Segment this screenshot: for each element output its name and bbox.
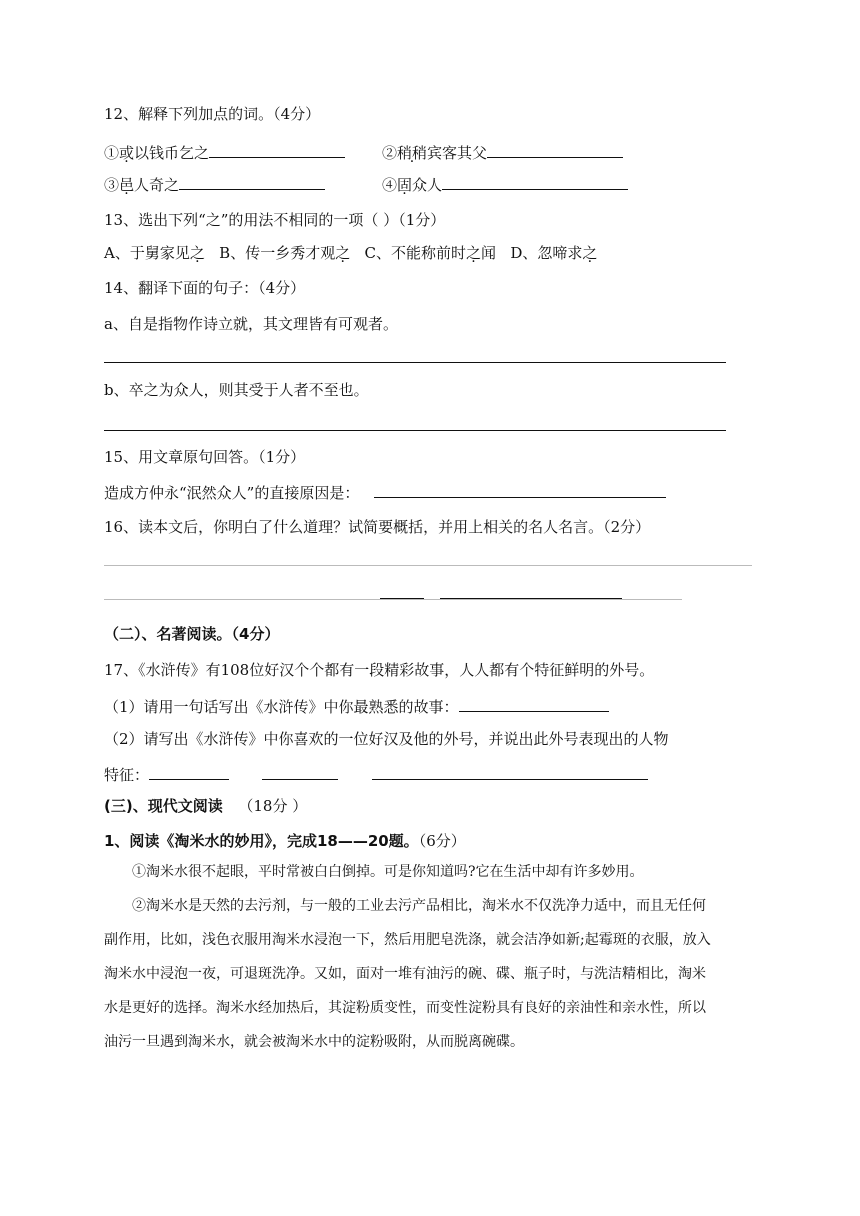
reading-1-para-2-line-5: 油污一旦遇到淘米水，就会被淘米水中的淀粉吸附，从而脱离碗碟。 [104,1034,524,1050]
answer-blank[interactable] [487,141,623,158]
q16-title: 16、读本文后，你明白了什么道理？试简要概括，并用上相关的名人名言。（2分） [104,518,651,536]
q12-item-3: ③邑人奇之 [104,173,325,195]
answer-line-segment [380,598,424,599]
q14-sentence-b: b、卒之为众人，则其受于人者不至也。 [104,381,369,399]
answer-blank[interactable] [179,173,325,190]
reading-1-para-2-line-2: 副作用，比如，浅色衣服用淘米水浸泡一下，然后用肥皂洗涤，就会洁净如新;起霉斑的衣服，放入 [104,932,711,948]
q12-item-4: ④固众人 [382,173,628,195]
answer-blank[interactable] [209,141,345,158]
q14-title: 14、翻译下面的句子：（4分） [104,279,306,297]
q12-title: 12、解释下列加点的词。（4分） [104,105,321,123]
q13-option-d[interactable]: D、忽啼求之 [510,244,598,262]
answer-blank[interactable] [459,695,609,712]
reading-1-title: 1、阅读《淘米水的妙用》，完成18——20题。（6分） [104,832,466,850]
answer-blank[interactable] [374,481,666,498]
answer-blank[interactable] [149,763,229,780]
answer-line[interactable] [104,430,726,431]
q13-option-c[interactable]: C、不能称前时之闻 [364,244,497,262]
section-3-title: (三)、现代文阅读 （18分 ） [104,797,308,815]
reading-1-para-2-line-3: 淘米水中浸泡一夜，可退斑洗净。又如，面对一堆有油污的碗、碟、瓶子时，与洗洁精相比，淘米 [104,966,706,982]
q12-item-2: ②稍稍宾客其父 [382,141,623,163]
q15-title: 15、用文章原句回答。（1分） [104,448,306,466]
q17-title: 17、《水浒传》有108位好汉个个都有一段精彩故事，人人都有个特征鲜明的外号。 [104,661,655,679]
q13-title: 13、选出下列“之”的用法不相同的一项（ ）（1分） [104,211,446,229]
section-2-title: （二）、名著阅读。（4分） [104,625,280,643]
q12-item-1: ①或以钱币乞之 [104,141,345,163]
q13-option-b[interactable]: B、传一乡秀才观之 [219,244,351,262]
q17-part-1: （1）请用一句话写出《水浒传》中你最熟悉的故事： [104,695,609,717]
answer-blank[interactable] [372,763,648,780]
dotted-word: 邑 [119,176,135,194]
q13-options [104,243,597,263]
answer-line[interactable] [104,599,682,600]
dotted-word: 稍稍 [397,144,428,162]
reading-1-para-2-line-4: 水是更好的选择。淘米水经加热后，其淀粉质变性，而变性淀粉具有良好的亲油性和亲水性，所以 [104,1000,706,1016]
q17-part-2-line: 特征： [104,763,648,785]
answer-blank[interactable] [442,173,628,190]
dotted-word: 或 [119,144,135,162]
dotted-word: 固 [397,176,413,194]
q13-option-a[interactable]: A、于舅家见之 [104,244,205,262]
q14-sentence-a: a、自是指物作诗立就，其文理皆有可观者。 [104,315,398,333]
answer-line-segment [440,598,622,599]
q15-prompt: 造成方仲永“泯然众人”的直接原因是： [104,481,666,503]
answer-blank[interactable] [262,763,338,780]
answer-line[interactable] [104,362,726,363]
reading-1-para-1: ①淘米水很不起眼，平时常被白白倒掉。可是你知道吗?它在生活中却有许多妙用。 [132,864,644,880]
reading-1-para-2-line-1: ②淘米水是天然的去污剂，与一般的工业去污产品相比，淘米水不仅洗净力适中，而且无任何 [132,898,706,914]
q17-part-2: （2）请写出《水浒传》中你喜欢的一位好汉及他的外号，并说出此外号表现出的人物 [104,730,669,748]
answer-line[interactable] [104,565,752,566]
